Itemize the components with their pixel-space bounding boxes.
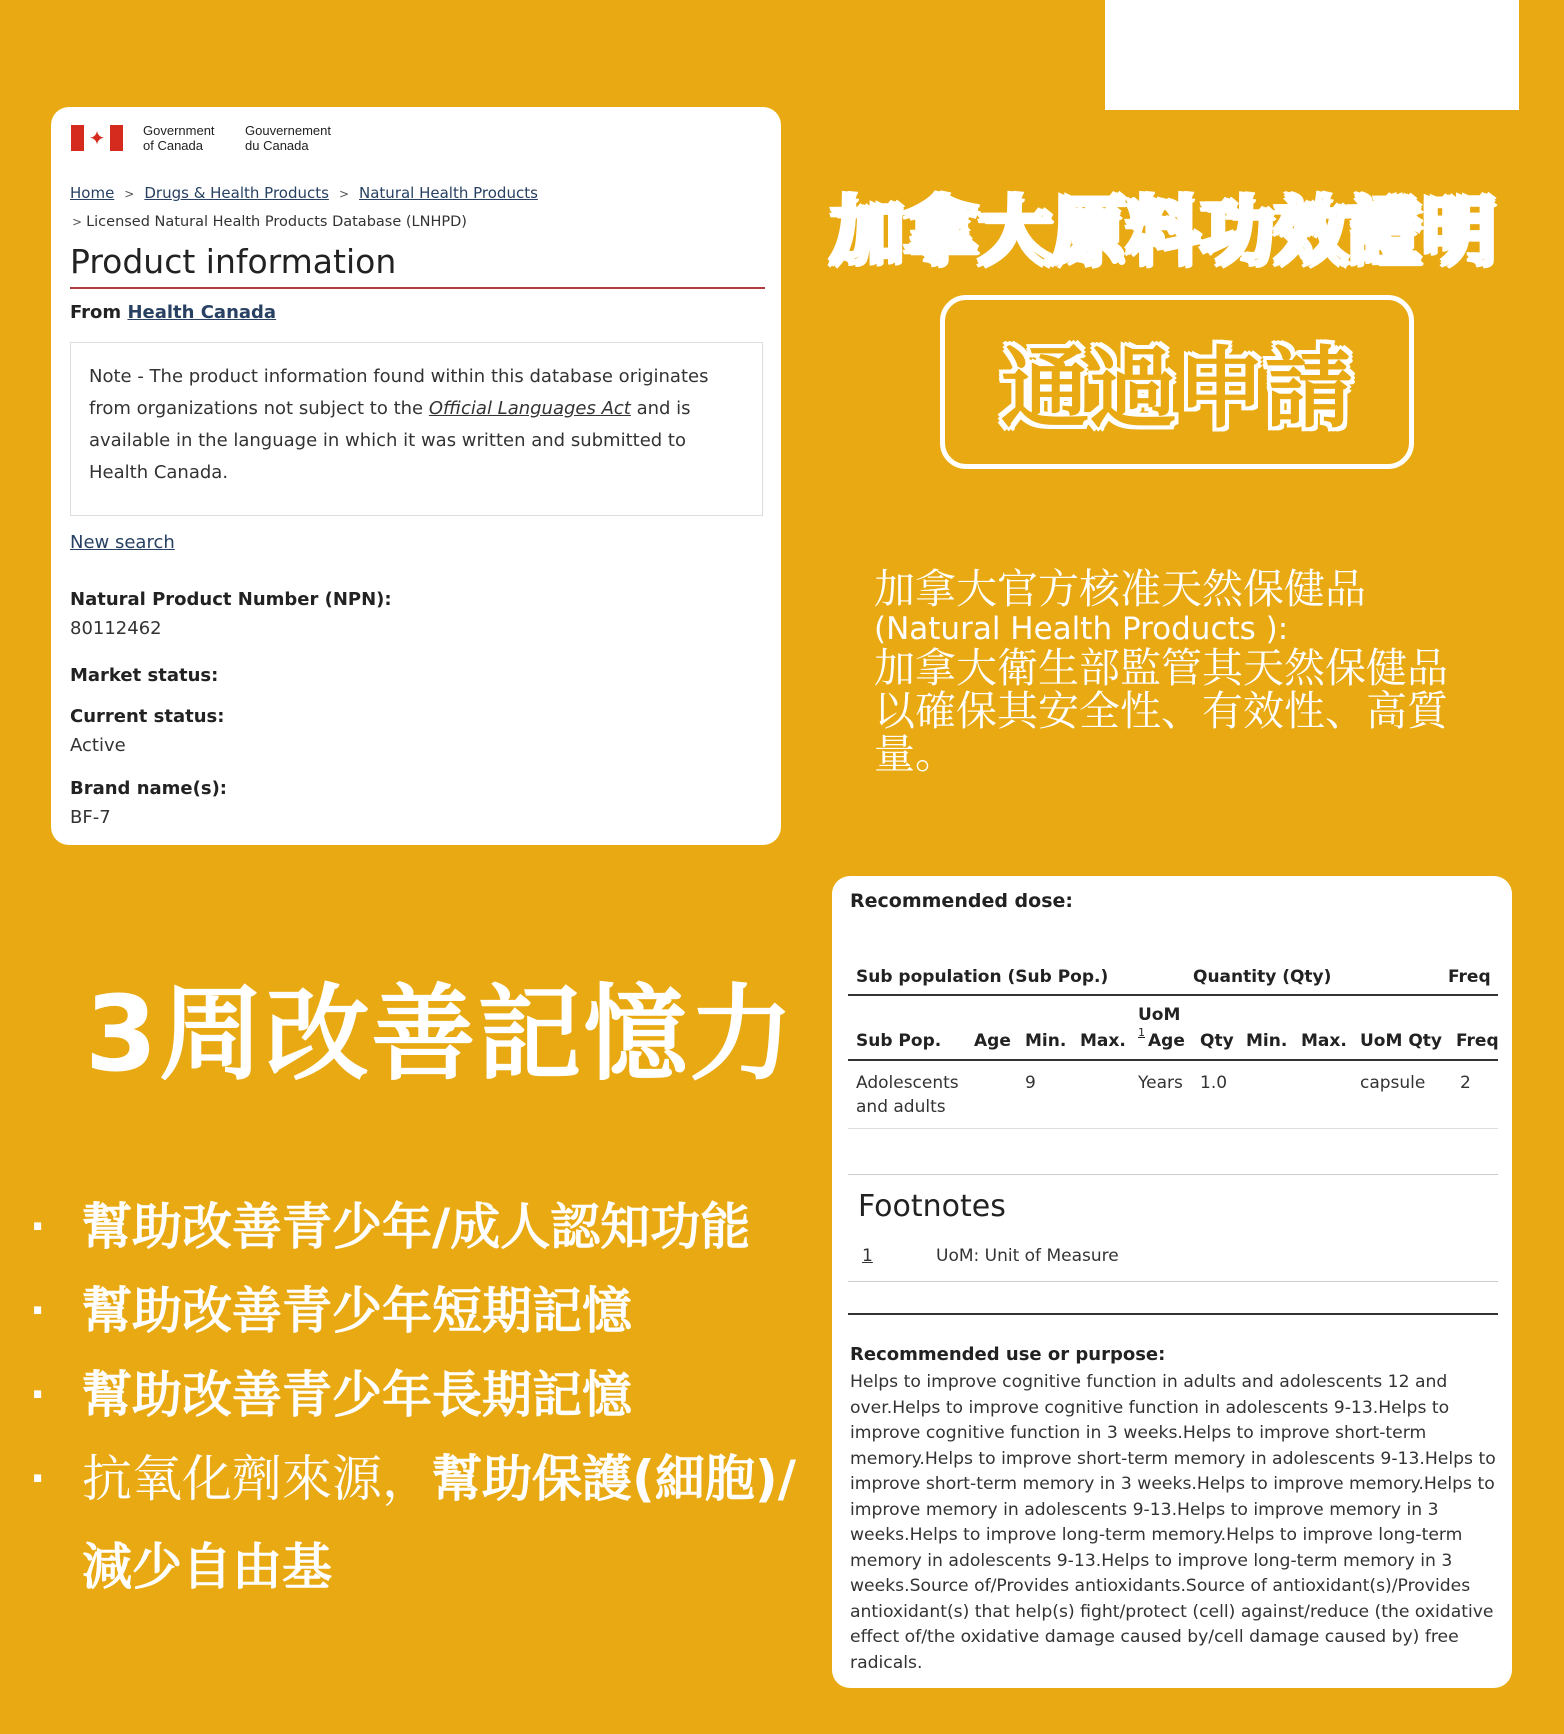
cell-subpop-line2: and adults — [856, 1097, 946, 1117]
benefit-text-part: 幫助保護(細胞)/ — [432, 1450, 796, 1508]
benefit-item — [30, 1353, 830, 1437]
footnote-item — [848, 1246, 1498, 1282]
benefit-text: 幫助改善青少年/成人認知功能 — [82, 1198, 751, 1256]
benefit-text-part: 抗氧化劑來源， — [82, 1450, 432, 1508]
gov-en-line2: of Canada — [143, 138, 203, 153]
brand-name-field — [70, 778, 227, 828]
market-status-field — [70, 665, 218, 686]
current-status-label: Current status: — [70, 706, 225, 727]
product-info-card — [51, 107, 781, 845]
cell-subpop-line1: Adolescents — [856, 1073, 959, 1093]
brand-name-value: BF-7 — [70, 807, 111, 828]
npn-label: Natural Product Number (NPN): — [70, 589, 392, 610]
breadcrumb — [70, 179, 760, 236]
npn-value: 80112462 — [70, 618, 162, 639]
table-group-header — [848, 960, 1498, 996]
white-corner-block — [1105, 0, 1519, 110]
cell-qty: 1.0 — [1200, 1073, 1228, 1093]
official-languages-act-link[interactable]: Official Languages Act — [428, 398, 631, 419]
breadcrumb-lnhpd: Licensed Natural Health Products Database (LNHPD) — [86, 214, 467, 230]
desc-line3: 加拿大衛生部監管其天然保健品 — [874, 644, 1448, 692]
gov-fr-line1: Gouvernement — [245, 123, 331, 138]
dose-card — [832, 876, 1512, 1688]
desc-line2: (Natural Health Products ): — [874, 611, 1289, 647]
col-subpop: Sub Pop. — [856, 1031, 942, 1051]
col-uom-qty: UoM Qty — [1360, 1031, 1442, 1051]
big-title: 3周改善記憶力 — [85, 973, 796, 1095]
col-qty: Qty — [1200, 1031, 1234, 1051]
group-header-subpop: Sub population (Sub Pop.) — [856, 967, 1109, 987]
breadcrumb-separator: > — [124, 187, 135, 201]
table-row — [848, 1061, 1498, 1129]
bullet-dot: · — [30, 1204, 46, 1250]
col-freq: Freq — [1456, 1031, 1499, 1051]
breadcrumb-separator: > — [338, 187, 350, 201]
col-age: Age — [974, 1031, 1011, 1051]
footnotes-section — [848, 1174, 1498, 1282]
benefit-item — [30, 1437, 830, 1521]
recommended-use-text: Helps to improve cognitive function in adults and adolescents 12 and over.Helps to improve cognitive function in adolescents 9-13.Helps to improve cognitive function in 3 weeks.Helps to improve short-term memory.Helps to improve short-term memory in adolescents 9-13.Helps to improve short-term memory in 3 weeks.Helps to improve memory.Helps to improve memory in adolescents 9-13.Helps to improve memory in 3 weeks.Helps to improve long-term memory.Helps to improve long-term memory in adolescents 9-13.Helps to improve long-term memory in 3 weeks.Source of/Provides antioxidants.Source of antioxidant(s)/Provides antioxidant(s) that help(s) fight/protect (cell) against/reduce (the oxidative effect of/the oxidative damage caused by/cell damage caused by) free radicals. — [850, 1372, 1496, 1673]
cell-uom-qty: capsule — [1360, 1073, 1426, 1093]
note-text-end: and is available in the language in which it was written and submitted to Health Canada. — [89, 398, 691, 483]
breadcrumb-nhp[interactable]: Natural Health Products — [359, 184, 538, 202]
breadcrumb-home[interactable]: Home — [70, 184, 115, 202]
cell-uom-age: Years — [1138, 1073, 1183, 1093]
gov-fr-line2: du Canada — [245, 138, 309, 153]
col-uom: UoM — [1138, 1005, 1181, 1025]
desc-line4: 以確保其安全性、有效性、高質量。 — [874, 687, 1448, 778]
benefit-item-continued — [30, 1521, 830, 1613]
recommended-use-title: Recommended use or purpose: — [850, 1344, 1166, 1365]
dose-table — [848, 960, 1498, 1129]
gov-canada-signature — [71, 123, 347, 153]
benefit-item — [30, 1269, 830, 1353]
col-qty-min: Min. — [1246, 1031, 1288, 1051]
cell-min: 9 — [1025, 1073, 1036, 1093]
bullet-dot: · — [30, 1288, 46, 1334]
market-status-label: Market status: — [70, 665, 219, 686]
approval-badge: 通過申請 — [940, 295, 1414, 469]
breadcrumb-drugs[interactable]: Drugs & Health Products — [144, 184, 329, 202]
benefit-text: 減少自由基 — [82, 1538, 332, 1596]
cell-freq: 2 — [1460, 1073, 1471, 1093]
note-box — [70, 342, 763, 516]
col-uom-age: Age — [1148, 1031, 1185, 1051]
benefit-list — [30, 1185, 830, 1613]
headline: 加拿大原料功效證明 — [830, 189, 1496, 275]
bullet-dot: · — [30, 1456, 46, 1502]
bullet-dot: · — [30, 1372, 46, 1418]
col-max: Max. — [1080, 1031, 1126, 1051]
from-line — [70, 302, 276, 323]
canada-flag-icon: ✦ — [71, 125, 123, 151]
new-search-link[interactable]: New search — [70, 532, 175, 553]
footnotes-title: Footnotes — [858, 1189, 1006, 1224]
col-min: Min. — [1025, 1031, 1067, 1051]
brand-name-label: Brand name(s): — [70, 778, 227, 799]
current-status-field — [70, 706, 224, 756]
note-text-start: Note - The product information found within this database originates from organizations not subject to the — [89, 366, 709, 419]
group-header-freq: Freq — [1448, 967, 1491, 987]
col-qty-max: Max. — [1301, 1031, 1347, 1051]
gov-en-line1: Government — [143, 123, 215, 138]
footnote-number[interactable]: 1 — [862, 1246, 873, 1266]
table-column-header — [848, 996, 1498, 1061]
benefit-item — [30, 1185, 830, 1269]
desc-line1: 加拿大官方核准天然保健品 — [874, 565, 1366, 613]
benefit-text: 幫助改善青少年長期記憶 — [82, 1366, 632, 1424]
footnote-ref-link[interactable]: 1 — [1138, 1026, 1145, 1039]
footnote-text: UoM: Unit of Measure — [936, 1246, 1119, 1266]
group-header-qty: Quantity (Qty) — [1193, 967, 1332, 987]
from-label: From — [70, 302, 122, 323]
recommended-dose-title: Recommended dose: — [850, 890, 1073, 912]
section-divider — [848, 1313, 1498, 1315]
breadcrumb-separator: > — [72, 215, 83, 229]
description — [874, 565, 1514, 778]
npn-field — [70, 589, 392, 639]
benefit-text: 幫助改善青少年短期記憶 — [82, 1282, 632, 1340]
current-status-value: Active — [70, 735, 126, 756]
health-canada-link[interactable]: Health Canada — [127, 302, 277, 323]
page-title: Product information — [70, 242, 765, 289]
